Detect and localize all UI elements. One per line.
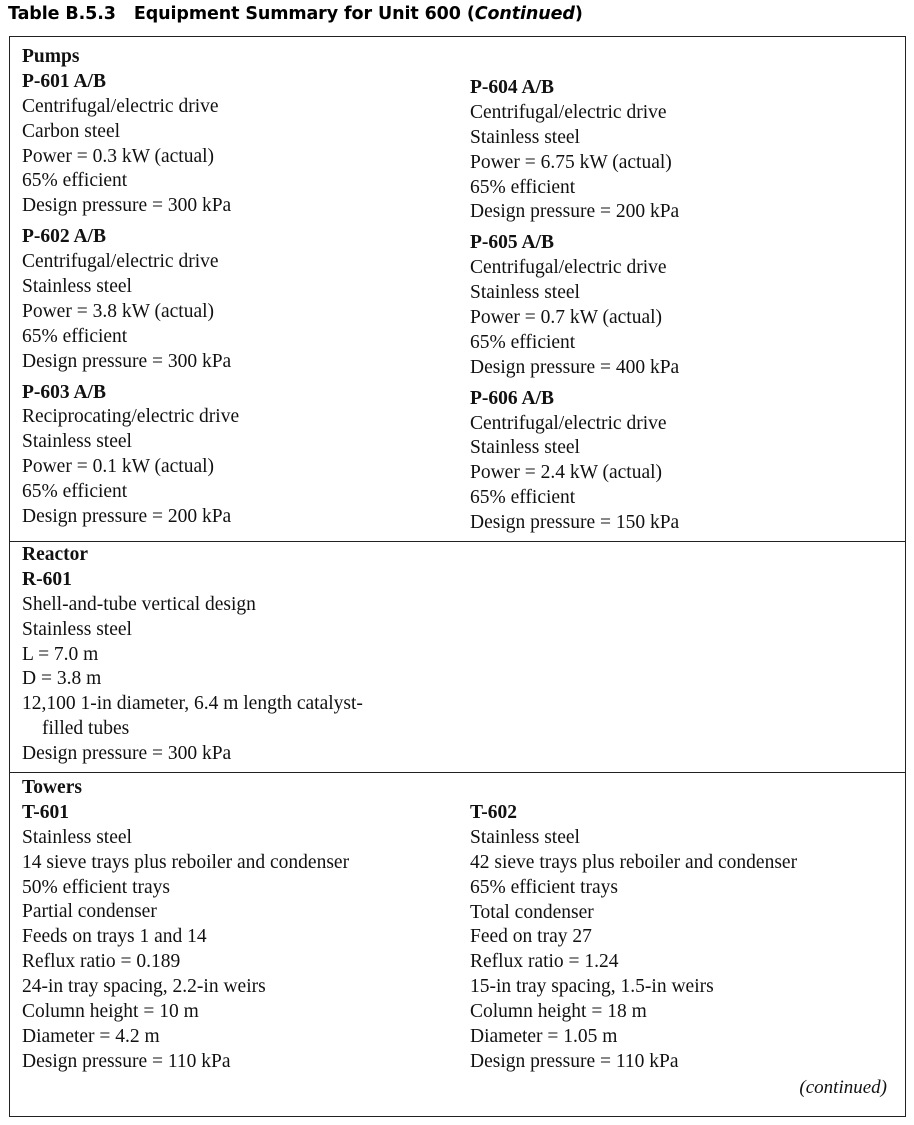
spec-line: Stainless steel [22, 618, 132, 640]
spec-line: 12,100 1-in diameter, 6.4 m length catalyst- [22, 693, 363, 715]
spec-line: Centrifugal/electric drive [22, 251, 219, 273]
spec-line: Design pressure = 150 kPa [470, 512, 680, 534]
spec-line: Power = 0.1 kW (actual) [22, 456, 215, 478]
spec-line: Power = 0.7 kW (actual) [470, 307, 663, 329]
section-divider [10, 541, 905, 542]
spec-line: Design pressure = 200 kPa [22, 506, 232, 528]
spec-line: L = 7.0 m [22, 643, 99, 665]
equipment-name-p601: P-601 A/B [22, 70, 106, 92]
equipment-name-p605: P-605 A/B [470, 232, 554, 254]
spec-line: Power = 3.8 kW (actual) [22, 300, 215, 322]
spec-line: Design pressure = 400 kPa [470, 356, 680, 378]
equipment-name-t602: T-602 [470, 802, 517, 823]
spec-line: 65% efficient [22, 325, 128, 347]
table-title: Equipment Summary for Unit 600 [133, 4, 461, 24]
equipment-table [9, 36, 906, 1117]
spec-line: Centrifugal/electric drive [470, 257, 667, 279]
section-heading-reactor: Reactor [22, 544, 89, 565]
equipment-name-p602: P-602 A/B [22, 226, 106, 248]
spec-line: Power = 6.75 kW (actual) [470, 151, 672, 173]
spec-line: Stainless steel [22, 276, 132, 298]
section-heading-pumps: Pumps [22, 46, 80, 67]
spec-line: 24-in tray spacing, 2.2-in weirs [22, 976, 266, 998]
spec-line: Feeds on trays 1 and 14 [22, 926, 207, 948]
pumps-right-column [470, 76, 679, 536]
equipment-name-t601: T-601 [22, 801, 69, 823]
spec-line: 65% efficient [470, 176, 576, 198]
spec-line: Design pressure = 200 kPa [470, 201, 680, 223]
spec-line: Stainless steel [470, 437, 580, 459]
spec-line: Stainless steel [470, 826, 580, 848]
spec-line: 65% efficient [470, 331, 576, 353]
spec-line: Total condenser [470, 901, 594, 923]
spec-line: filled tubes [42, 718, 130, 740]
towers-left-column [22, 776, 349, 1075]
spec-line: Partial condenser [22, 901, 157, 923]
towers-right-column [470, 801, 797, 1075]
table-number: Table B.5.3 [8, 4, 116, 24]
spec-line: Power = 2.4 kW (actual) [470, 462, 663, 484]
spec-line: Diameter = 1.05 m [470, 1026, 618, 1048]
table-caption: Table B.5.3 Equipment Summary for Unit 600 (Continued) [8, 4, 583, 24]
spec-line: 65% efficient [470, 487, 576, 509]
equipment-name-p603: P-603 A/B [22, 381, 106, 403]
spec-line: 15-in tray spacing, 1.5-in weirs [470, 976, 714, 998]
spec-line: 65% efficient [22, 170, 128, 192]
spec-line: Column height = 18 m [470, 1001, 647, 1023]
spec-line: Stainless steel [470, 282, 580, 304]
spec-line: Stainless steel [22, 431, 132, 453]
spec-line: Column height = 10 m [22, 1001, 199, 1023]
spec-line: 42 sieve trays plus reboiler and condenser [470, 851, 798, 873]
section-divider [10, 772, 905, 773]
equipment-name-p604: P-604 A/B [470, 77, 554, 98]
continued-note: (continued) [799, 1077, 887, 1098]
spec-line: 65% efficient trays [470, 876, 619, 898]
spec-line: Shell-and-tube vertical design [22, 593, 256, 615]
spec-line: Reciprocating/electric drive [22, 406, 240, 428]
spec-line: Centrifugal/electric drive [470, 412, 667, 434]
section-heading-towers: Towers [22, 777, 82, 798]
spec-line: Design pressure = 300 kPa [22, 350, 232, 372]
spec-line: Design pressure = 300 kPa [22, 195, 232, 217]
spec-line: Diameter = 4.2 m [22, 1025, 160, 1047]
spec-line: Feed on tray 27 [470, 926, 592, 948]
spec-line: Design pressure = 110 kPa [22, 1050, 231, 1072]
spec-line: Reflux ratio = 0.189 [22, 951, 181, 973]
pumps-left-column [22, 45, 239, 530]
spec-line: 14 sieve trays plus reboiler and condenser [22, 851, 350, 873]
spec-line: Power = 0.3 kW (actual) [22, 145, 215, 167]
table-continued-label: Continued [474, 4, 575, 24]
equipment-name-r601: R-601 [22, 568, 72, 590]
spec-line: D = 3.8 m [22, 668, 102, 690]
spec-line: 65% efficient [22, 481, 128, 503]
spec-line: Stainless steel [470, 126, 580, 148]
spec-line: Reflux ratio = 1.24 [470, 951, 619, 973]
spec-line: 50% efficient trays [22, 876, 171, 898]
spec-line: Design pressure = 300 kPa [22, 743, 232, 765]
spec-line: Centrifugal/electric drive [22, 95, 219, 117]
spec-line: Carbon steel [22, 120, 121, 142]
spec-line: Stainless steel [22, 826, 132, 848]
spec-line: Design pressure = 110 kPa [470, 1050, 679, 1072]
reactor-column [22, 543, 363, 767]
equipment-name-p606: P-606 A/B [470, 387, 554, 409]
spec-line: Centrifugal/electric drive [470, 101, 667, 123]
